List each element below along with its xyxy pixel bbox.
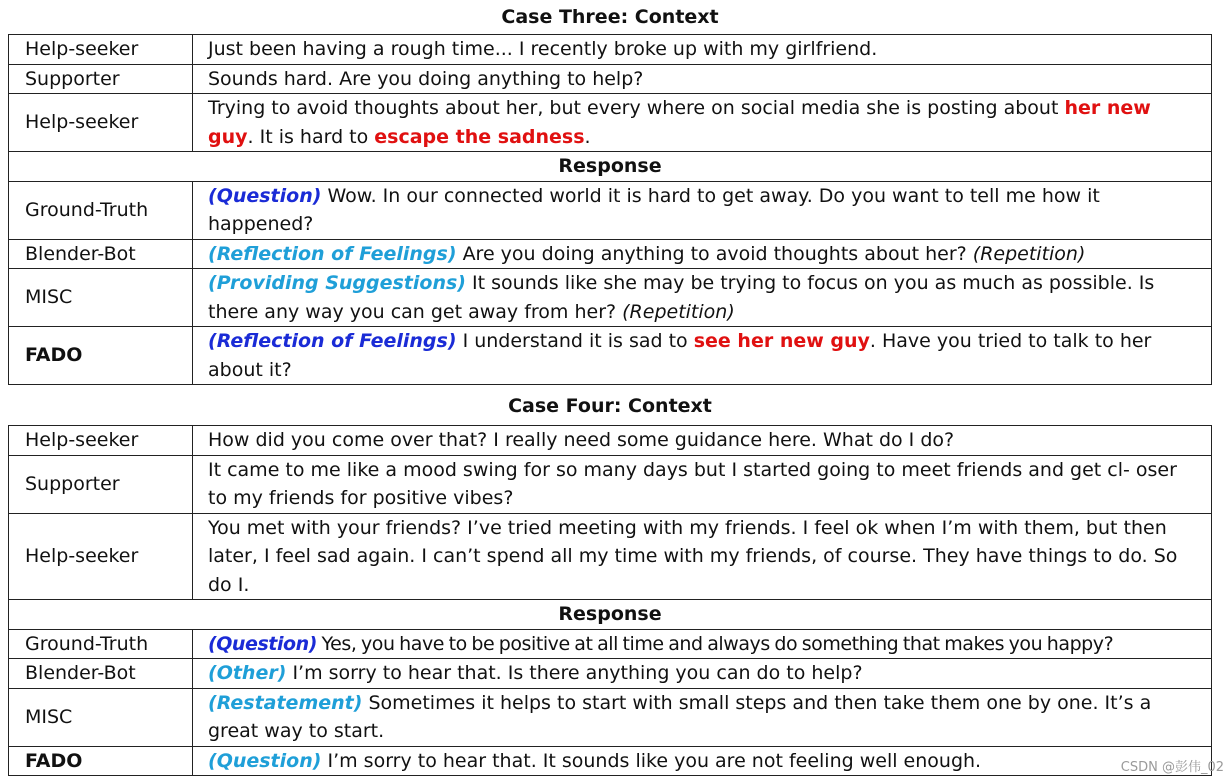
- table-row: [9, 746, 1212, 776]
- table-row: [9, 239, 1212, 269]
- utterance-cell: Just been having a rough time... I recently broke up with my girlfriend.: [193, 35, 1212, 65]
- figure: [8, 0, 1212, 776]
- response-text: Wow. In our connected world it is hard to get away. Do you want to tell me how it happened?: [208, 184, 1100, 235]
- table-row: [9, 64, 1212, 94]
- response-text: It sounds like she may be trying to focus on you as much as possible. Is there any way you can get away from her?: [208, 272, 1155, 323]
- utterance-text: .: [584, 125, 591, 148]
- table-row: [9, 269, 1212, 327]
- table-row: [9, 327, 1212, 385]
- highlight-phrase: see her new guy: [693, 330, 870, 352]
- case-three-table: [8, 34, 1212, 385]
- table-row: [9, 181, 1212, 239]
- table-row: [9, 659, 1212, 689]
- response-cell: [193, 688, 1212, 746]
- model-cell: Ground-Truth: [9, 181, 193, 239]
- strategy-tag: (Reflection of Feelings): [208, 242, 457, 265]
- case-three-title: Case Three: Context: [501, 6, 719, 28]
- role-cell: Help-seeker: [9, 513, 193, 600]
- model-cell: FADO: [9, 327, 193, 385]
- strategy-tag: (Other): [208, 662, 287, 684]
- model-cell: Blender-Bot: [9, 239, 193, 269]
- role-cell: Help-seeker: [9, 426, 193, 456]
- response-cell: [193, 181, 1212, 239]
- utterance-cell: [193, 94, 1212, 152]
- highlight-phrase: escape the sadness: [374, 125, 585, 148]
- response-cell: [193, 629, 1212, 659]
- watermark: CSDN @彭伟_02: [1120, 760, 1224, 775]
- strategy-tag: (Reflection of Feelings): [208, 330, 457, 352]
- table-row: [9, 688, 1212, 746]
- response-header: Response: [9, 600, 1212, 630]
- utterance-text: . It is hard to: [247, 125, 375, 148]
- response-cell: [193, 269, 1212, 327]
- repetition-note: (Repetition): [622, 300, 735, 323]
- model-cell: Ground-Truth: [9, 629, 193, 659]
- response-text: Sometimes it helps to start with small steps and then take them one by one. It’s a great way to start.: [208, 691, 1152, 742]
- utterance-cell: You met with your friends? I’ve tried meeting with my friends. I feel ok when I’m with them, but then later, I feel sad again. I can’t spend all my time with my friends, of course. They have things to do. So do I.: [193, 513, 1212, 600]
- strategy-tag: (Restatement): [208, 691, 363, 714]
- table-row: [9, 35, 1212, 65]
- role-cell: Supporter: [9, 64, 193, 94]
- response-text: I’m sorry to hear that. Is there anything you can do to help?: [292, 662, 863, 684]
- response-cell: [193, 659, 1212, 689]
- response-cell: [193, 239, 1212, 269]
- table-row: [9, 629, 1212, 659]
- role-cell: Help-seeker: [9, 35, 193, 65]
- utterance-text: Trying to avoid thoughts about her, but every where on social media she is posting about: [208, 97, 1065, 119]
- response-cell: [193, 746, 1212, 776]
- model-cell: MISC: [9, 688, 193, 746]
- role-cell: Help-seeker: [9, 94, 193, 152]
- utterance-cell: How did you come over that? I really need some guidance here. What do I do?: [193, 426, 1212, 456]
- response-text: Yes, you have to be positive at all time and always do something that makes you happy?: [321, 632, 1114, 655]
- response-header: Response: [9, 152, 1212, 182]
- model-cell: MISC: [9, 269, 193, 327]
- case-four-title: Case Four: Context: [508, 395, 712, 417]
- model-cell: FADO: [9, 746, 193, 776]
- response-text: I’m sorry to hear that. It sounds like you are not feeling well enough.: [327, 749, 982, 772]
- role-cell: Supporter: [9, 455, 193, 513]
- response-cell: [193, 327, 1212, 385]
- strategy-tag: (Question): [208, 749, 322, 772]
- response-text: I understand it is sad to: [462, 330, 694, 352]
- response-text: . Have you tried to talk to her about it?: [208, 330, 1152, 381]
- table-row: [9, 426, 1212, 456]
- response-header-row: [9, 152, 1212, 182]
- response-text: Are you doing anything to avoid thoughts about her?: [462, 242, 967, 265]
- table-row: [9, 455, 1212, 513]
- model-cell: Blender-Bot: [9, 659, 193, 689]
- utterance-cell: It came to me like a mood swing for so many days but I started going to meet friends and get cl- oser to my friends for positive vibes?: [193, 455, 1212, 513]
- strategy-tag: (Question): [208, 632, 317, 655]
- table-row: [9, 94, 1212, 152]
- highlight-phrase: her new guy: [208, 97, 1151, 148]
- repetition-note: (Repetition): [972, 242, 1086, 265]
- utterance-cell: Sounds hard. Are you doing anything to help?: [193, 64, 1212, 94]
- case-four-table: [8, 425, 1212, 776]
- strategy-tag: (Question): [208, 184, 322, 207]
- response-header-row: [9, 600, 1212, 630]
- table-row: [9, 513, 1212, 600]
- strategy-tag: (Providing Suggestions): [208, 272, 466, 294]
